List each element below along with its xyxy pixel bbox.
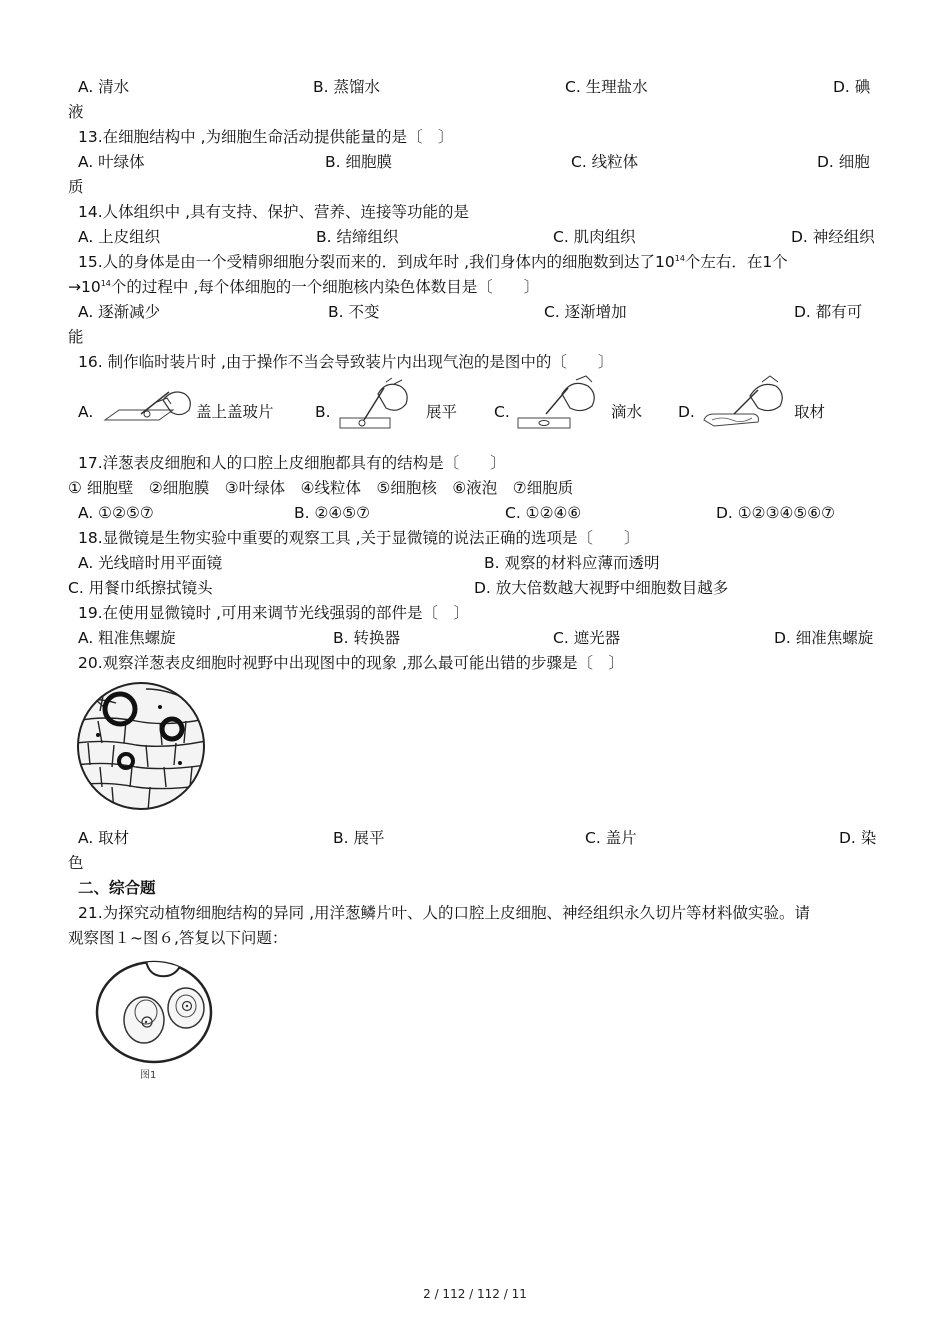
q17-stem: 17.洋葱表皮细胞和人的口腔上皮细胞都具有的结构是〔 〕 bbox=[78, 454, 506, 472]
q13-option-d: D. 细胞 bbox=[817, 153, 870, 171]
q16-option-b-letter: B. bbox=[315, 403, 331, 421]
q19-stem: 19.在使用显微镜时 ,可用来调节光线强弱的部件是〔 〕 bbox=[78, 604, 470, 622]
q16-option-d-letter: D. bbox=[678, 403, 695, 421]
q19-option-a: A. 粗准焦螺旋 bbox=[78, 629, 176, 647]
q12-option-d: D. 碘 bbox=[833, 78, 871, 96]
q16-option-a-letter: A. bbox=[78, 403, 94, 421]
q16-option-a-text: 盖上盖玻片 bbox=[196, 403, 274, 421]
q20-stem: 20.观察洋葱表皮细胞时视野中出现图中的现象 ,那么最可能出错的步骤是〔 〕 bbox=[78, 654, 625, 672]
q12-option-d-wrap: 液 bbox=[68, 103, 84, 121]
q13-option-c: C. 线粒体 bbox=[571, 153, 639, 171]
q17-option-a: A. ①②⑤⑦ bbox=[78, 504, 154, 522]
q12-option-b: B. 蒸馏水 bbox=[313, 78, 380, 96]
q12-option-c: C. 生理盐水 bbox=[565, 78, 648, 96]
q16-option-d-text: 取材 bbox=[794, 403, 826, 421]
q18-option-d: D. 放大倍数越大视野中细胞数目越多 bbox=[474, 579, 729, 597]
q18-option-a: A. 光线暗时用平面镜 bbox=[78, 554, 223, 572]
q18-option-b: B. 观察的材料应薄而透明 bbox=[484, 554, 660, 572]
q19-option-d: D. 细准焦螺旋 bbox=[774, 629, 874, 647]
q16-figure-a-hand-coverslip-icon bbox=[103, 380, 195, 426]
q21-stem-line2: 观察图１~图６,答复以下问题： bbox=[68, 929, 288, 947]
q18-option-c: C. 用餐巾纸擦拭镜头 bbox=[68, 579, 213, 597]
q20-option-d-wrap: 色 bbox=[68, 854, 84, 872]
q16-option-c-text: 滴水 bbox=[611, 403, 643, 421]
q15-option-a: A. 逐渐减少 bbox=[78, 303, 161, 321]
q17-option-c: C. ①②④⑥ bbox=[505, 504, 582, 522]
q17-option-b: B. ②④⑤⑦ bbox=[294, 504, 371, 522]
q20-microscope-field-figure bbox=[76, 681, 206, 811]
q16-figure-d-hand-tweezers-icon bbox=[700, 376, 788, 432]
q13-option-d-wrap: 质 bbox=[68, 178, 84, 196]
q17-option-d: D. ①②③④⑤⑥⑦ bbox=[716, 504, 836, 522]
q14-option-d: D. 神经组织 bbox=[791, 228, 875, 246]
q13-stem: 13.在细胞结构中 ,为细胞生命活动提供能量的是〔 〕 bbox=[78, 128, 454, 146]
q12-option-a: A. 清水 bbox=[78, 78, 130, 96]
q16-option-b-text: 展平 bbox=[426, 403, 458, 421]
q17-items: ① 细胞壁 ②细胞膜 ③叶绿体 ④线粒体 ⑤细胞核 ⑥液泡 ⑦细胞质 bbox=[68, 479, 574, 497]
q20-option-a: A. 取材 bbox=[78, 829, 130, 847]
q15-stem: 15.人的身体是由一个受精卵细胞分裂而来的．到成年时 ,我们身体内的细胞数到达了$10^{14}$个左右．在1个 bbox=[78, 253, 788, 271]
q16-figure-b-hand-needle-icon bbox=[338, 378, 420, 432]
q15-option-b: B. 不变 bbox=[328, 303, 380, 321]
q15-stem-line2: $\to 10^{14}$个的过程中 ,每个体细胞的一个细胞核内染色体数目是〔 〕 bbox=[68, 278, 540, 296]
q14-stem: 14.人体组织中 ,具有支持、保护、营养、连接等功能的是 bbox=[78, 203, 470, 221]
q21-figure-1-cells-icon bbox=[94, 960, 216, 1066]
section2-title: 二、综合题 bbox=[78, 879, 156, 897]
q21-figure-1-label: 图1 bbox=[140, 1070, 157, 1081]
q14-option-a: A. 上皮组织 bbox=[78, 228, 161, 246]
q20-option-d: D. 染 bbox=[839, 829, 877, 847]
q15-option-d-wrap: 能 bbox=[68, 328, 84, 346]
q18-stem: 18.显微镜是生物实验中重要的观察工具 ,关于显微镜的说法正确的选项是〔 〕 bbox=[78, 529, 640, 547]
page-footer: 2 / 112 / 112 / 11 bbox=[423, 1287, 527, 1301]
q14-option-b: B. 结缔组织 bbox=[316, 228, 399, 246]
q21-stem: 21.为探究动植物细胞结构的异同 ,用洋葱鳞片叶、人的口腔上皮细胞、神经组织永久切片等材料做实验。请 bbox=[78, 904, 811, 922]
q14-option-c: C. 肌肉组织 bbox=[553, 228, 636, 246]
q16-figure-c-hand-dropper-icon bbox=[516, 376, 608, 432]
q20-option-c: C. 盖片 bbox=[585, 829, 637, 847]
q16-option-c-letter: C. bbox=[494, 403, 510, 421]
q13-option-a: A. 叶绿体 bbox=[78, 153, 145, 171]
q19-option-b: B. 转换器 bbox=[333, 629, 400, 647]
q16-stem: 16. 制作临时装片时 ,由于操作不当会导致装片内出现气泡的是图中的〔 〕 bbox=[78, 353, 614, 371]
q13-option-b: B. 细胞膜 bbox=[325, 153, 392, 171]
q15-option-c: C. 逐渐增加 bbox=[544, 303, 627, 321]
q15-option-d: D. 都有可 bbox=[794, 303, 863, 321]
q19-option-c: C. 遮光器 bbox=[553, 629, 621, 647]
q20-option-b: B. 展平 bbox=[333, 829, 385, 847]
